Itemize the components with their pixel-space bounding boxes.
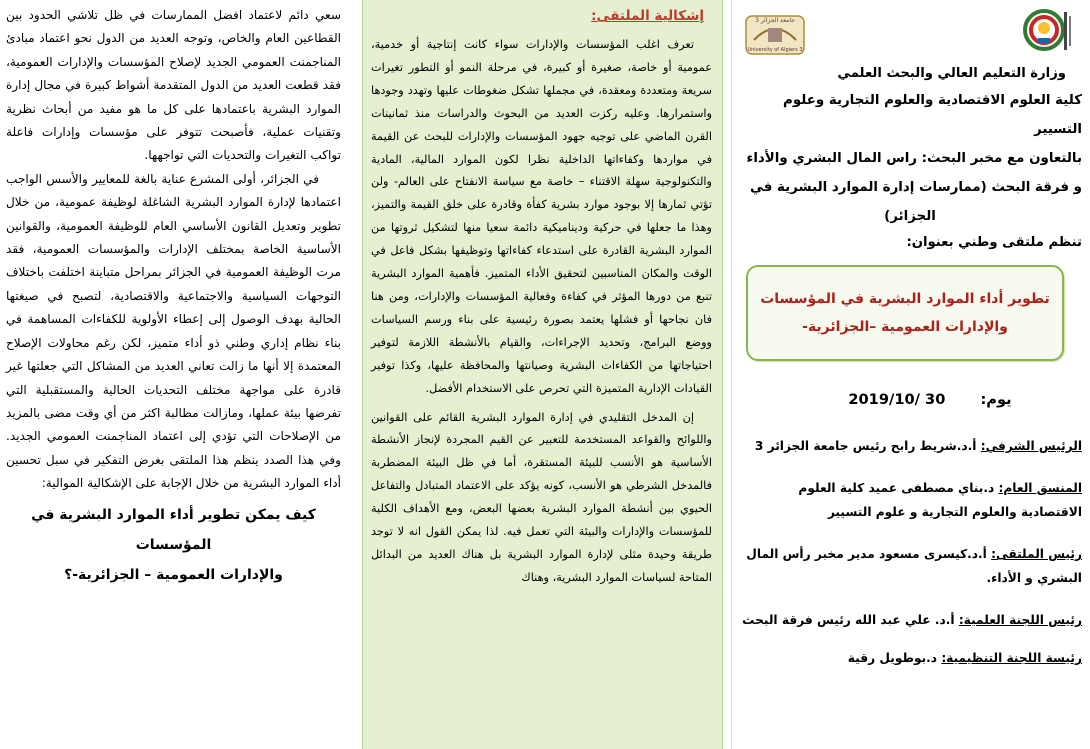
middle-panel xyxy=(362,0,723,749)
ministry-name: وزارة التعليم العالي والبحث العلمي xyxy=(837,66,1066,81)
role-label: رئيس اللجنة العلمية: xyxy=(958,613,1082,627)
role-value: أ.د. علي عبد الله رئيس فرقة البحث xyxy=(742,613,959,627)
role-value: د.بوطويل رقية xyxy=(847,651,942,665)
logos-row xyxy=(738,0,1082,62)
conference-title-line-2: والإدارات العمومية –الجزائرية- xyxy=(802,319,1008,335)
research-team-line-1: و فرقة البحث (ممارسات إدارة الموارد البشرية في xyxy=(750,180,1082,195)
lab-partnership: بالتعاون مع مخبر البحث: راس المال البشري والأداء xyxy=(746,151,1082,166)
conference-title-box xyxy=(746,265,1064,361)
university-logo-text: جامعة الجزائر 3 xyxy=(755,17,795,24)
lab-logo-icon xyxy=(1020,4,1078,58)
left-paragraph-2: في الجزائر، أولى المشرع عناية بالغة للمعايير والأسس الواجب اعتمادها لإدارة الموارد البشرية الشاغلة لوظيفة عمومية، من خلال تطوير وتعديل القانون الأساسي العام للوظيفة العمومية، والقوانين الأساسية الخاصة بمختلف الإدارات والمؤسسات العمومية، فقد مرت الوظيفة العمومية في الجزائر بمراحل متباينة اختلفت باختلاف التوجهات السياسية والاجتماعية والاقتصادية، لتصبح في صيغتها الحالية بهدف الوصول إلى إعطاء الأولوية للكفاءات المساهمة في بناء نظام إداري وطني ذو أداء متميز، لكن رغم محاولات الإصلاح المعتمدة إلا أنها ما زالت تعاني العديد من المشاكل التي جعلتها غير قادرة على مواجهة مختلف التحديات الحالية والمستقبلية التي تفرضها بيئة عملها، ومازالت مطالبة اكثر من أي وقت مضى بالمزيد من الإصلاحات التي تؤدي إلى اعتماد المناجمنت العمومي الجديد. وفي هذا الصدد ينظم هذا الملتقى بغرض التفكير في سبل تحسين أداء الموارد البشرية من خلال الإجابة على الإشكالية الموالية: xyxy=(6,171,341,491)
middle-paragraph-1: تعرف اغلب المؤسسات والإدارات سواء كانت إنتاجية أو خدمية، عمومية أو خاصة، صغيرة أو كبيرة، في مرحلة النمو أو التطور تغيرات سريعة ومتعددة ومعقدة، في مجملها تشكل ضغوطات عليها وتهدد وجودها واستمرارها. وعليه ركزت العديد من البحوث والدراسات منذ ثمانينات القرن الماضي على توجيه جهود المؤسسات والإدارات للبحث عن القيمة في مواردها وكفاءاتها الداخلية نظرا لكون الموارد المالية، المادية والتكنولوجية سهلة الاقتناء – خاصة مع سياسة الانفتاح على العالم- ولن تؤتي ثمارها إلا بوجود موارد بشرية كفأة وقادرة على خلق القيمة والتميز، وهذا ما جعلها في حركية وديناميكية دائمة سعيا منها لتشكيل ثروتها من الموارد البشرية القادرة على استدعاء كفاءاتها وتوظيفها بشكل فاعل في الوقت والمكان المناسبين لتحقيق الأداء المتميز. فأهمية الموارد البشرية تنبع من دورها المؤثر في كفاءة وفعالية المؤسسات والإدارات، ومن هنا فان نجاحها أو فشلها يعتمد بصورة رئيسية على بناء ورسم السياسات ووضع البرامج، وتحديد الإجراءات، والقيام بالأنشطة اللازمة لتوفير احتياجاتها من الكفاءات البشرية وصيانتها والمحافظة عليها، وكذا توفير القيادات الإدارية المتميزة التي تحرص على الاستخدام الأفضل. xyxy=(371,38,712,395)
left-panel xyxy=(0,0,349,749)
role-label: رئيسة اللجنة التنظيمية: xyxy=(941,651,1082,665)
conference-title-line-1: تطوير أداء الموارد البشرية في المؤسسات xyxy=(760,291,1050,307)
middle-paragraph-2: إن المدخل التقليدي في إدارة الموارد البشرية القائم على القوانين واللوائح والقواعد المستخدمة للتعبير عن القيم المجردة لإنجاز الأنشطة الأساسية هو الأنسب للبيئة المستقرة، أما في ظل البيئة المضطربة فالمدخل الشرطي هو الأنسب، كونه يؤكد على الاعتماد المتبادل والتفاعل الحيوي بين أنشطة الموارد البشرية بعضها البعض، ومع الأهداف الكلية للمؤسسات والإدارات والبيئة التي تعمل فيه. لذا يمكن القول انه لا توجد طريقة وحيدة مثلى لإدارة الموارد البشرية بل هناك العديد من البدائل المتاحة لسياسات الموارد البشرية، وهناك xyxy=(371,410,712,584)
role-value: أ.د.شريط رابح رئيس جامعة الجزائر 3 xyxy=(754,439,981,453)
left-paragraph-1: سعي دائم لاعتماد افضل الممارسات في ظل تلاشي الحدود بين القطاعين العام والخاص، وتوجه العديد من الدول نحو اعتماد مبادئ المناجمنت العمومي الجديد لإصلاح المؤسسات والإدارات العمومية، فقد قطعت العديد من الدول المتقدمة أشواط كبيرة في مجال إدارة الموارد البشرية باعتمادها على كل ما هو مفيد من أبحاث نظرية وتقنيات عملية، فأصبحت تتوفر على مؤسسات وإدارات فاعلة تواكب التغيرات والتحديات التي تواجهها. xyxy=(6,8,341,163)
date-value: 2019/10/ 30 xyxy=(848,391,946,408)
problem-statement-title: إشكالية الملتقى: xyxy=(591,8,704,24)
announcement: تنظم ملتقى وطني بعنوان: xyxy=(906,235,1082,250)
research-question-line-1: كيف يمكن تطوير أداء الموارد البشرية في المؤسسات xyxy=(31,506,316,553)
scientific-committee-president xyxy=(738,608,1082,632)
university-logo xyxy=(744,10,806,58)
research-question-line-2: والإدارات العمومية – الجزائرية-؟ xyxy=(64,566,283,583)
role-value: أ.د.كيسرى مسعود مدير مخبر رأس المال البشري و الأداء. xyxy=(746,547,1082,585)
conference-date xyxy=(738,391,1082,408)
faculty-name: كلية العلوم الاقتصادية والعلوم التجارية وعلوم التسيير xyxy=(783,93,1082,137)
role-label: الرئيس الشرفي: xyxy=(980,439,1082,453)
role-value: د.بناي مصطفى عميد كلية العلوم الاقتصادية والعلوم التجارية و علوم التسيير xyxy=(798,481,1082,519)
conference-president xyxy=(738,542,1082,590)
role-label: رئيس الملتقى: xyxy=(991,547,1082,561)
general-coordinator xyxy=(738,476,1082,524)
research-question xyxy=(6,500,341,590)
date-label: يوم: xyxy=(980,391,1012,408)
research-team-line-2: الجزائر) xyxy=(884,209,936,224)
organizing-committee-president xyxy=(738,646,1082,670)
organizers xyxy=(738,86,1082,231)
role-label: المنسق العام: xyxy=(998,481,1082,495)
right-panel xyxy=(731,0,1090,749)
honorary-president xyxy=(738,434,1082,458)
university-logo-subtext: University of Algiers 3 xyxy=(747,47,803,53)
